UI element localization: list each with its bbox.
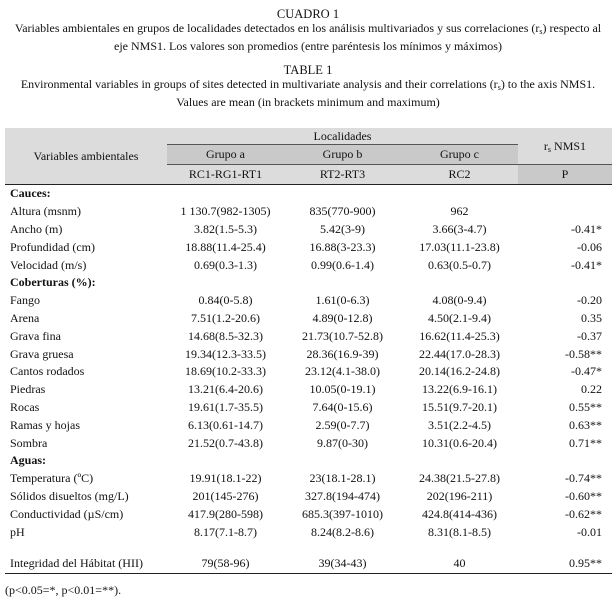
header-code: RC1-RG1-RT1: [167, 165, 284, 185]
group-c-value: 4.50(2.1-9.4): [428, 310, 491, 325]
variable-name: Sólidos disueltos (mg/L): [10, 488, 129, 503]
header-variables: Variables ambientales: [5, 128, 167, 185]
group-a-value: 13.21(6.4-20.6): [188, 382, 263, 397]
spacer-row: [5, 541, 612, 555]
group-b-value: 7.64(0-15.6): [312, 399, 373, 414]
variable-name: Piedras: [10, 382, 46, 397]
correlation-value: -0.41*: [571, 257, 602, 272]
header-localidades: Localidades: [167, 128, 518, 145]
correlation-value: 0.22: [581, 382, 602, 397]
group-c-value: 22.44(17.0-28.3): [419, 346, 500, 361]
variable-name: Grava gruesa: [10, 346, 74, 361]
variable-name: Fango: [10, 293, 40, 308]
table-row: [5, 345, 612, 363]
correlation-value: -0.41*: [571, 221, 602, 236]
variable-name: Ancho (m): [10, 221, 63, 236]
table-row: [5, 505, 612, 523]
group-b-value: 1.61(0-6.3): [315, 293, 370, 308]
section-title: Coberturas (%):: [10, 275, 96, 290]
header-p: P: [518, 165, 612, 185]
header-rs-nms1: $r_s$ NMS1: [518, 128, 612, 165]
group-b-value: 5.42(3-9): [320, 221, 365, 236]
group-b-value: 23(18.1-28.1): [309, 471, 376, 486]
group-c-value: 3.51(2.2-4.5): [428, 417, 491, 432]
group-b-value: 685.3(397-1010): [302, 506, 383, 521]
variable-name: Cantos rodados: [10, 364, 85, 379]
group-c-value: 15.51(9.7-20.1): [422, 399, 497, 414]
variable-name: Grava fina: [10, 328, 61, 343]
table-row: [5, 203, 612, 221]
caption-line: Environmental variables in groups of sites detected in multivariate analysis and their correlations $(r_s)$ to the axis NMS1.: [20, 77, 596, 92]
significance-note: (p<0.05=*, p<0.01=**).: [5, 583, 122, 597]
group-c-value: 4.08(0-9.4): [432, 293, 487, 308]
group-c-value: 424.8(414-436): [422, 506, 497, 521]
correlation-value: 0.55**: [569, 399, 602, 414]
variable-name: Integridad del Hábitat (HII): [5, 555, 167, 573]
correlation-value: -0.01: [577, 524, 602, 539]
group-b-value: 39(34-43): [284, 555, 401, 573]
caption-line: eje NMS1. Los valores son promedios (entre paréntesis los mínimos y máximos): [114, 39, 502, 53]
group-b-value: 835(770-900): [309, 204, 376, 219]
correlation-value: [518, 203, 612, 221]
group-c-value: 10.31(0.6-20.4): [422, 435, 497, 450]
spacer-cell: [5, 541, 612, 555]
header-group: Grupo a: [167, 145, 284, 165]
group-b-value: 0.99(0.6-1.4): [311, 257, 374, 272]
group-c-value: 962: [450, 204, 469, 219]
table-row: [5, 292, 612, 310]
variable-name: Arena: [10, 310, 40, 325]
correlation-value: -0.74**: [565, 471, 602, 486]
table-row: [5, 221, 612, 239]
table-body: [5, 185, 612, 574]
table-row: [5, 363, 612, 381]
group-a-value: 18.69(10.2-33.3): [185, 364, 266, 379]
group-a-value: 6.13(0.61-14.7): [188, 417, 263, 432]
group-a-value: 79(58-96): [167, 555, 284, 573]
correlation-value: -0.06: [577, 239, 602, 254]
group-a-value: 7.51(1.2-20.6): [191, 310, 260, 325]
group-c-value: 8.31(8.1-8.5): [428, 524, 491, 539]
table-row: [5, 256, 612, 274]
correlation-value: -0.60**: [565, 488, 602, 503]
header-group: Grupo c: [401, 145, 518, 165]
section-header-row: [5, 452, 612, 470]
variable-name: Ramas y hojas: [10, 417, 80, 432]
group-c-value: 202(196-211): [426, 488, 493, 503]
group-b-value: 23.12(4.1-38.0): [305, 364, 380, 379]
correlation-value: -0.47*: [571, 364, 602, 379]
caption-english: [0, 63, 616, 109]
correlation-value: -0.20: [577, 293, 602, 308]
section-header-row: [5, 274, 612, 292]
section-title: Aguas:: [10, 453, 47, 468]
table-row: [5, 488, 612, 506]
group-c-value: 16.62(11.4-25.3): [419, 328, 500, 343]
group-a-value: 21.52(0.7-43.8): [188, 435, 263, 450]
group-c-value: 40: [401, 555, 518, 573]
group-b-value: 2.59(0-7.7): [315, 417, 370, 432]
group-a-value: 0.69(0.3-1.3): [194, 257, 257, 272]
group-c-value: 3.66(3-4.7): [432, 221, 487, 236]
group-b-value: 10.05(0-19.1): [309, 382, 376, 397]
correlation-value: 0.95**: [518, 555, 612, 573]
variable-name: Conductividad (µS/cm): [10, 506, 124, 521]
group-a-value: 18.88(11.4-25.4): [185, 239, 266, 254]
group-c-value: 0.63(0.5-0.7): [428, 257, 491, 272]
group-a-value: 8.17(7.1-8.7): [194, 524, 257, 539]
header-code: RC2: [401, 165, 518, 185]
header-code: RT2-RT3: [284, 165, 401, 185]
group-c-value: 24.38(21.5-27.8): [419, 471, 500, 486]
group-b-value: 8.24(8.2-8.6): [311, 524, 374, 539]
group-a-value: 201(145-276): [192, 488, 259, 503]
group-a-value: 19.34(12.3-33.5): [185, 346, 266, 361]
table-row: [5, 310, 612, 328]
group-a-value: 417.9(280-598): [188, 506, 263, 521]
variable-name: Sombra: [10, 435, 48, 450]
environmental-variables-table: [5, 128, 612, 574]
table-row: [5, 381, 612, 399]
group-a-value: 1 130.7(982-1305): [180, 204, 271, 219]
group-b-value: 28.36(16.9-39): [306, 346, 379, 361]
table-row: [5, 238, 612, 256]
correlation-value: 0.63**: [569, 417, 602, 432]
table-row: [5, 327, 612, 345]
table-row: [5, 399, 612, 417]
variable-name: pH: [10, 524, 25, 539]
group-b-value: 4.89(0-12.8): [312, 310, 373, 325]
group-b-value: 16.88(3-23.3): [309, 239, 376, 254]
group-a-value: 19.91(18.1-22): [189, 471, 262, 486]
group-b-value: 21.73(10.7-52.8): [302, 328, 383, 343]
correlation-value: 0.71**: [569, 435, 602, 450]
section-header-row: [5, 185, 612, 203]
variable-name: Rocas: [10, 399, 40, 414]
table-row: [5, 416, 612, 434]
table-row: [5, 470, 612, 488]
table-row-habitat-integrity: [5, 555, 612, 573]
correlation-value: -0.62**: [565, 506, 602, 521]
group-a-value: 14.68(8.5-32.3): [188, 328, 263, 343]
group-a-value: 3.82(1.5-5.3): [194, 221, 257, 236]
group-b-value: 9.87(0-30): [317, 435, 368, 450]
correlation-value: 0.35: [581, 310, 602, 325]
caption-spanish: [0, 0, 616, 53]
variable-name: Profundidad (cm): [10, 239, 95, 254]
group-c-value: 20.14(16.2-24.8): [419, 364, 500, 379]
correlation-value: -0.37: [577, 328, 602, 343]
group-a-value: 19.61(1.7-35.5): [188, 399, 263, 414]
caption-label: CUADRO 1: [276, 7, 340, 21]
caption-line: Variables ambientales en grupos de localidades detectados en los análisis multivariados y sus correlaciones $(r_s)$ respecto al: [14, 21, 602, 36]
table-row: [5, 434, 612, 452]
group-c-value: 17.03(11.1-23.8): [419, 239, 500, 254]
header-group: Grupo b: [284, 145, 401, 165]
caption-label: TABLE 1: [283, 63, 333, 77]
group-a-value: 0.84(0-5.8): [198, 293, 253, 308]
table-row: [5, 523, 612, 541]
variable-name: Temperatura (ºC): [10, 471, 94, 486]
group-c-value: 13.22(6.9-16.1): [422, 382, 497, 397]
variable-name: Velocidad (m/s): [10, 257, 87, 272]
section-title: Cauces:: [5, 185, 612, 203]
group-b-value: 327.8(194-474): [305, 488, 380, 503]
variable-name: Altura (msnm): [10, 204, 81, 219]
caption-line: Values are mean (in brackets minimum and maximum): [176, 95, 440, 109]
correlation-value: -0.58**: [565, 346, 602, 361]
